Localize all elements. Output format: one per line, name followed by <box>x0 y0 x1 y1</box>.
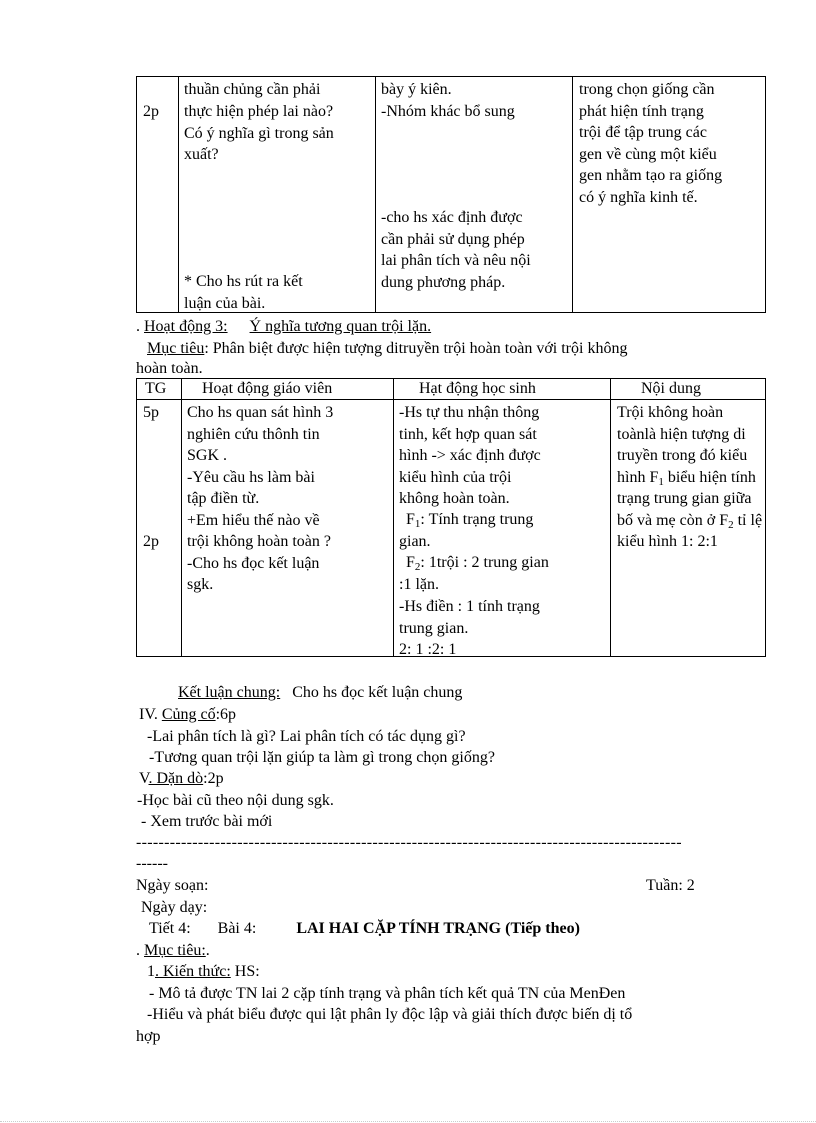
header-gv: Hoạt động giáo viên <box>182 379 394 400</box>
nd-cell <box>573 77 766 313</box>
gv-line-4: xuất? <box>184 146 219 163</box>
muc-tieu-label: Mục tiêu <box>147 340 205 357</box>
section-number: V <box>139 770 149 787</box>
dan-do-time: :2p <box>203 770 224 787</box>
heading-prefix: . <box>136 318 144 335</box>
tg-2p: 2p <box>143 533 159 550</box>
muc-tieu-2 <box>136 940 210 962</box>
tg-cell <box>137 400 182 657</box>
nd-part-5: kiểu hình 1: 2:1 <box>617 533 718 550</box>
cung-co-time: :6p <box>215 706 237 723</box>
lesson-tiep: (Tiếp theo) <box>501 920 580 937</box>
hoat-dong-3-label: Hoạt động 3: <box>144 318 228 335</box>
suffix: . <box>205 942 210 959</box>
hs-f2-line <box>406 552 549 574</box>
muc-tieu-line-2: hoàn toàn. <box>136 360 203 377</box>
hs-text-b: -Hs điền : 1 tính trạng trung gian. 2: 1 :2: 1 <box>399 598 540 658</box>
hs-text-1: bày ý kiên. -Nhóm khác bổ sung <box>381 81 515 120</box>
cung-co-heading <box>139 704 236 726</box>
cung-co-q1: -Lai phân tích là gì? Lai phân tích có tác dụng gì? <box>147 728 466 745</box>
hs-f2-text: : 1trội : 2 trung gian <box>420 554 549 571</box>
tg-value: 2p <box>143 103 159 120</box>
hs-cell <box>376 77 573 313</box>
kt-line-1: - Mô tả được TN lai 2 cặp tính trạng và phân tích kết quả TN của MenĐen <box>149 985 626 1002</box>
kien-thuc <box>147 961 260 983</box>
hoat-dong-3-title: Ý nghĩa tương quan trội lặn. <box>249 318 432 335</box>
ket-luan-text: Cho hs đọc kết luận chung <box>280 684 463 701</box>
f-sub: 1 <box>414 518 421 530</box>
hs-cell <box>394 400 611 657</box>
header-hs: Hạt động học sinh <box>394 379 611 400</box>
ket-luan-line <box>178 682 462 704</box>
lesson-title: LAI HAI CẶP TÍNH TRẠNG <box>296 920 502 937</box>
f-sub: 2 <box>414 561 421 573</box>
header-tg: TG <box>137 379 182 400</box>
dan-do-label: . Dặn dò <box>148 770 204 787</box>
hs-f1-line <box>406 509 533 531</box>
table-row <box>137 400 766 657</box>
f-sub: 2 <box>728 518 734 531</box>
prefix: . <box>136 942 144 959</box>
kt-line-3: hợp <box>136 1028 161 1045</box>
header-nd: Nội dung <box>611 379 766 400</box>
gv-line-3: Có ý nghĩa gì trong sản <box>184 125 334 142</box>
tiet-label: Tiết 4: <box>149 920 191 937</box>
muc-tieu-2-label: Mục tiêu: <box>144 942 206 959</box>
hs-f2b: :1 lặn. <box>399 576 439 593</box>
muc-tieu-line <box>147 338 627 360</box>
gv-conclude: * Cho hs rút ra kết luận của bài. <box>184 273 303 312</box>
dan-do-l1: -Học bài cũ theo nội dung sgk. <box>137 792 334 809</box>
tuan: Tuần: 2 <box>646 877 695 894</box>
nd-part-2: biểu hiện tính <box>663 468 756 486</box>
nd-text <box>617 402 762 553</box>
gv-cell <box>179 77 376 313</box>
hs-text-a: -Hs tự thu nhận thông tinh, kết hợp quan sát hình -> xác định được kiểu hình của trội không hoàn toàn. <box>399 404 541 507</box>
muc-tieu-text: : Phân biệt được hiện tượng ditruyền trội hoàn toàn với trội không <box>204 340 628 357</box>
tg-cell <box>137 77 179 313</box>
table-continuation <box>136 76 766 313</box>
f-symbol: F <box>406 554 415 571</box>
nd-part-3: trạng trung gian giữa bố và mẹ còn ở F <box>617 490 752 529</box>
ngay-soan: Ngày soạn: <box>136 877 209 894</box>
tg-5p: 5p <box>143 404 159 421</box>
hoat-dong-3-heading <box>136 316 431 338</box>
separator-2: ------ <box>136 855 168 872</box>
table-header-row <box>137 379 766 400</box>
gv-text: Cho hs quan sát hình 3 nghiên cứu thônh tin SGK . -Yêu cầu hs làm bài tập điền từ. +Em hiểu thế nào về trội không hoàn toàn ? -Cho hs đọc kết luận sgk. <box>187 404 334 593</box>
hs-f1-text: : Tính trạng trung <box>420 511 534 528</box>
kien-thuc-label: . Kiến thức: <box>155 963 231 980</box>
hs-f1b: gian. <box>399 533 431 550</box>
cung-co-q2: -Tương quan trội lặn giúp ta làm gì trong chọn giống? <box>149 749 495 766</box>
gv-line-1: thuần chủng cần phải <box>184 81 321 98</box>
table-row <box>137 77 766 313</box>
nd-text: trong chọn giống cần phát hiện tính trạng trội để tập trung các gen về cùng một kiểu gen nhằm tạo ra giống có ý nghĩa kinh tế. <box>579 81 723 206</box>
gv-cell <box>182 400 394 657</box>
tiet-line <box>149 918 580 940</box>
kien-thuc-num: 1 <box>147 963 155 980</box>
dan-do-l2: - Xem trước bài mới <box>141 813 273 830</box>
dan-do-heading <box>139 768 224 790</box>
hs-text-2: -cho hs xác định được cần phải sử dụng phép lai phân tích và nêu nội dung phương pháp. <box>381 209 531 291</box>
kt-line-2: -Hiểu và phát biểu được qui lật phân ly độc lập và giải thích được biến dị tổ <box>147 1006 633 1023</box>
kien-thuc-text: HS: <box>230 963 260 980</box>
gv-line-2: thực hiện phép lai nào? <box>184 103 334 120</box>
activity-table <box>136 378 766 657</box>
ket-luan-label: Kết luận chung: <box>178 684 281 701</box>
nd-part-1: Trội không hoàn toànlà hiện tượng di truyền trong đó kiểu hình F <box>617 404 748 486</box>
nd-cell <box>611 400 766 657</box>
f-symbol: F <box>406 511 415 528</box>
f-sub: 1 <box>658 475 664 488</box>
nd-part-4: tỉ lệ <box>733 511 763 529</box>
cung-co-label: Củng cố <box>161 706 216 723</box>
separator: ------------------------------------------------------------------------------------------------- <box>136 834 682 851</box>
ngay-day: Ngày dạy: <box>141 899 208 916</box>
page-edge <box>0 1121 816 1122</box>
bai-label: Bài 4: <box>217 920 257 937</box>
section-number: IV. <box>139 706 162 723</box>
